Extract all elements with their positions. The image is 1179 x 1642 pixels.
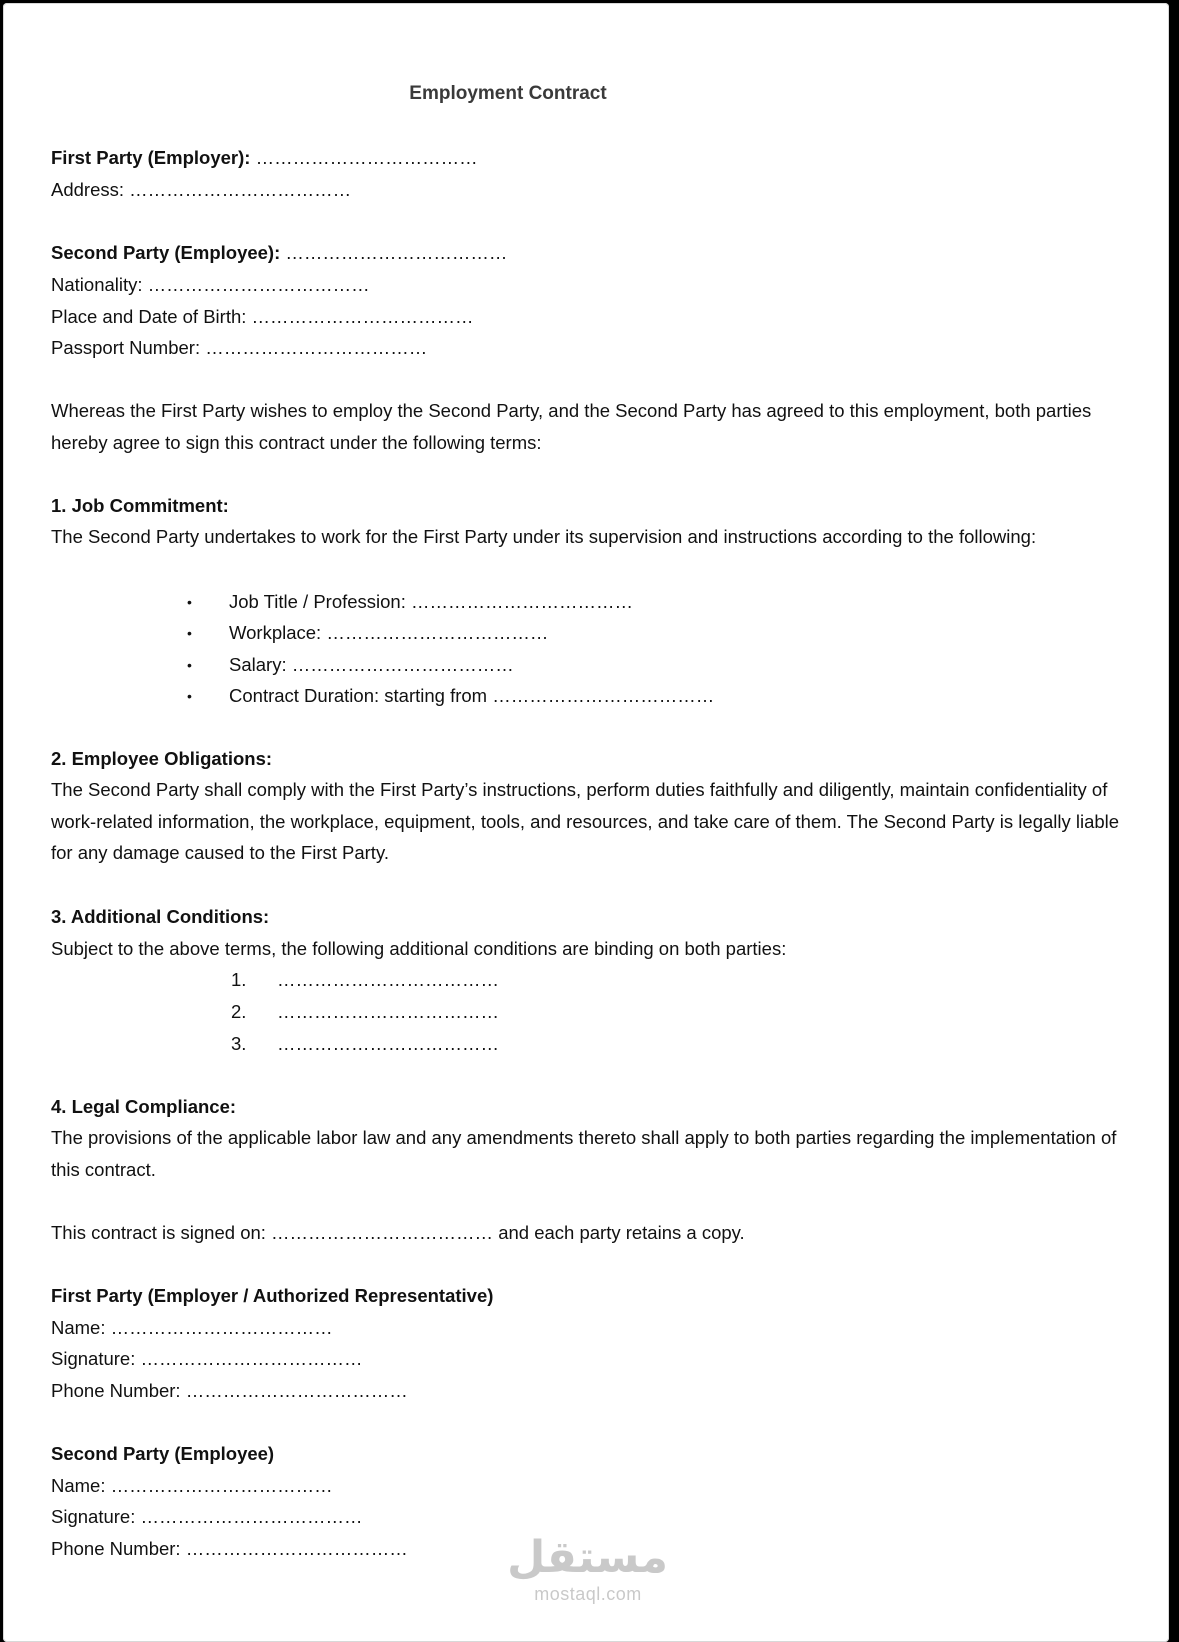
condition-value: ……………………………… xyxy=(277,1033,499,1054)
watermark-latin-text: mostaql.com xyxy=(534,1584,642,1604)
bullet-workplace: Workplace: ……………………………… xyxy=(229,622,549,643)
section2-heading: 2. Employee Obligations: xyxy=(51,748,273,769)
birth-label: Place and Date of Birth: xyxy=(51,306,247,327)
second-party-signature-line: Signature: ……………………………… xyxy=(51,1506,363,1527)
first-party-value: ……………………………… xyxy=(255,147,478,168)
first-party-name-line: Name: ……………………………… xyxy=(51,1317,333,1338)
section4-heading: 4. Legal Compliance: xyxy=(51,1096,237,1117)
bullet-contract-duration: Contract Duration: starting from ……………………………… xyxy=(229,685,715,706)
first-party-sign-heading: First Party (Employer / Authorized Representative) xyxy=(51,1285,494,1306)
whereas-paragraph: Whereas the First Party wishes to employ the Second Party, and the Second Party has agreed to this employment, both parties hereby agree to sign this contract under the following terms: xyxy=(51,400,1092,453)
section3-text: Subject to the above terms, the following additional conditions are binding on both parties: xyxy=(51,938,787,959)
bullet-marker: • xyxy=(187,594,192,610)
second-party-label: Second Party (Employee): xyxy=(51,242,281,263)
second-party-sign-heading: Second Party (Employee) xyxy=(51,1443,275,1464)
nationality-line xyxy=(51,273,370,297)
passport-label: Passport Number: xyxy=(51,337,201,358)
section1-text: The Second Party undertakes to work for the First Party under its supervision and instructions according to the following: xyxy=(51,526,1037,547)
bullet-marker: • xyxy=(187,625,192,641)
birth-line xyxy=(51,305,474,329)
first-party-label: First Party (Employer): xyxy=(51,147,251,168)
bullet-marker: • xyxy=(187,657,192,673)
document-page xyxy=(3,3,1169,1642)
first-party-signature-line: Signature: ……………………………… xyxy=(51,1348,363,1369)
signed-on-line: This contract is signed on: ……………………………… and each party retains a copy. xyxy=(51,1222,745,1243)
second-party-value: ……………………………… xyxy=(285,242,508,263)
watermark-logo xyxy=(508,1533,668,1605)
nationality-value: ……………………………… xyxy=(147,274,370,295)
condition-value: ……………………………… xyxy=(277,969,499,990)
bullet-job-title: Job Title / Profession: ……………………………… xyxy=(229,591,634,612)
section3-heading: 3. Additional Conditions: xyxy=(51,906,270,927)
section4-text: The provisions of the applicable labor law and any amendments thereto shall apply to both parties regarding the implementation of this contract. xyxy=(51,1127,1117,1180)
passport-value: ……………………………… xyxy=(205,337,428,358)
second-party-line xyxy=(51,241,507,265)
address-label: Address: xyxy=(51,179,125,200)
section2-text: The Second Party shall comply with the First Party’s instructions, perform duties faithfully and diligently, maintain confidentiality of work-related information, the workplace, equipment, tools, and resources, and take care of them. The Second Party is legally liable for any damage caused to the First Party. xyxy=(51,779,1120,863)
address-value: ……………………………… xyxy=(129,179,352,200)
first-party-phone-line: Phone Number: ……………………………… xyxy=(51,1380,408,1401)
bullet-salary: Salary: ……………………………… xyxy=(229,654,514,675)
passport-line xyxy=(51,336,427,360)
condition-number: 2. xyxy=(231,1001,247,1022)
nationality-label: Nationality: xyxy=(51,274,143,295)
bullet-marker: • xyxy=(187,688,192,704)
first-party-line xyxy=(51,146,478,170)
second-party-phone-line: Phone Number: ……………………………… xyxy=(51,1538,408,1559)
address-line xyxy=(51,178,351,202)
birth-value: ……………………………… xyxy=(251,306,474,327)
document-title: Employment Contract xyxy=(409,83,607,104)
second-party-name-line: Name: ……………………………… xyxy=(51,1475,333,1496)
condition-number: 3. xyxy=(231,1033,247,1054)
watermark-arabic-text: مستقل xyxy=(507,1532,668,1583)
condition-value: ……………………………… xyxy=(277,1001,499,1022)
section1-heading: 1. Job Commitment: xyxy=(51,495,229,516)
condition-number: 1. xyxy=(231,969,247,990)
